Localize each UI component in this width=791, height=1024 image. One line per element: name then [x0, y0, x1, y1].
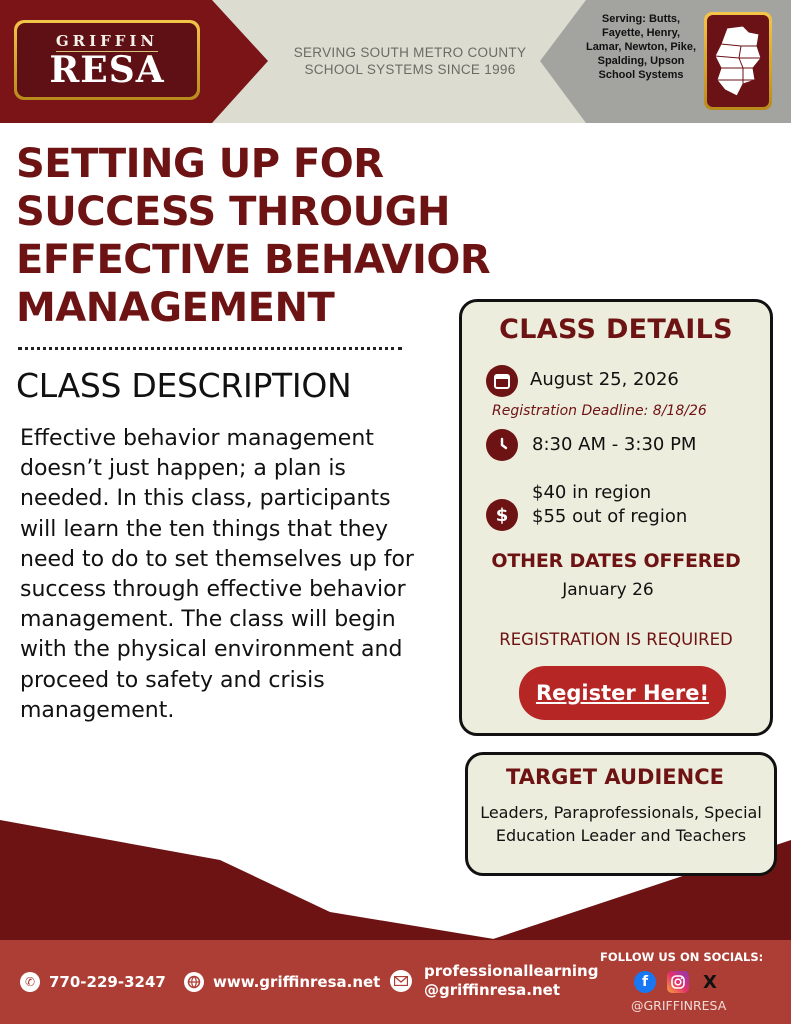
- class-description-heading: CLASS DESCRIPTION: [16, 366, 352, 405]
- facebook-icon[interactable]: f: [634, 971, 656, 993]
- registration-required: REGISTRATION IS REQUIRED: [499, 630, 733, 649]
- social-handle: @GRIFFINRESA: [631, 998, 727, 1013]
- divider: [18, 347, 402, 350]
- clock-icon: [486, 429, 518, 461]
- calendar-icon: [486, 365, 518, 397]
- footer-website[interactable]: [184, 972, 380, 992]
- other-dates-heading: OTHER DATES OFFERED: [491, 550, 741, 572]
- register-button[interactable]: Register Here!: [519, 666, 726, 720]
- globe-icon: [184, 972, 204, 992]
- target-audience-title: TARGET AUDIENCE: [506, 765, 724, 789]
- price-out-of-region: $55 out of region: [532, 506, 688, 527]
- class-time: 8:30 AM - 3:30 PM: [532, 434, 697, 455]
- mail-icon: [390, 970, 412, 992]
- region-map-icon: [704, 12, 772, 110]
- serving-counties: Serving: Butts, Fayette, Henry, Lamar, Newton, Pike, Spalding, Upson School Systems: [585, 13, 697, 81]
- social-heading: FOLLOW US ON SOCIALS:: [600, 950, 764, 964]
- price-in-region: $40 in region: [532, 482, 652, 503]
- class-date: August 25, 2026: [530, 369, 679, 390]
- logo-main-text: RESA: [49, 49, 165, 91]
- email-address: professionallearning @griffinresa.net: [424, 962, 599, 999]
- class-details-card: [459, 299, 773, 736]
- logo-top-text: GRIFFIN: [55, 32, 159, 50]
- class-details-title: CLASS DETAILS: [499, 314, 733, 345]
- target-audience-card: [465, 752, 777, 876]
- other-date: January 26: [562, 580, 654, 600]
- tagline: SERVING SOUTH METRO COUNTY SCHOOL SYSTEMS SINCE 1996: [293, 45, 527, 77]
- phone-icon: ✆: [20, 972, 40, 992]
- page-title: SETTING UP FOR SUCCESS THROUGH EFFECTIVE BEHAVIOR MANAGEMENT: [16, 141, 491, 331]
- class-description-body: Effective behavior management doesn’t just happen; a plan is needed. In this class, participants will learn the ten things that they need to do to set themselves up for success through effective behavior management. The class will begin with the physical environment and proceed to safety and crisis management.: [20, 426, 414, 723]
- target-audience-text: Leaders, Paraprofessionals, Special Education Leader and Teachers: [480, 803, 762, 845]
- website-link: www.griffinresa.net: [213, 973, 381, 991]
- registration-deadline: Registration Deadline: 8/18/26: [492, 403, 707, 419]
- x-icon[interactable]: X: [703, 971, 717, 993]
- footer: [0, 940, 791, 1024]
- footer-email[interactable]: [390, 962, 599, 1000]
- instagram-icon[interactable]: [667, 971, 689, 993]
- footer-phone[interactable]: [20, 972, 166, 992]
- dollar-icon: $: [486, 499, 518, 531]
- griffin-resa-logo[interactable]: [14, 20, 200, 100]
- phone-number: 770-229-3247: [49, 973, 166, 991]
